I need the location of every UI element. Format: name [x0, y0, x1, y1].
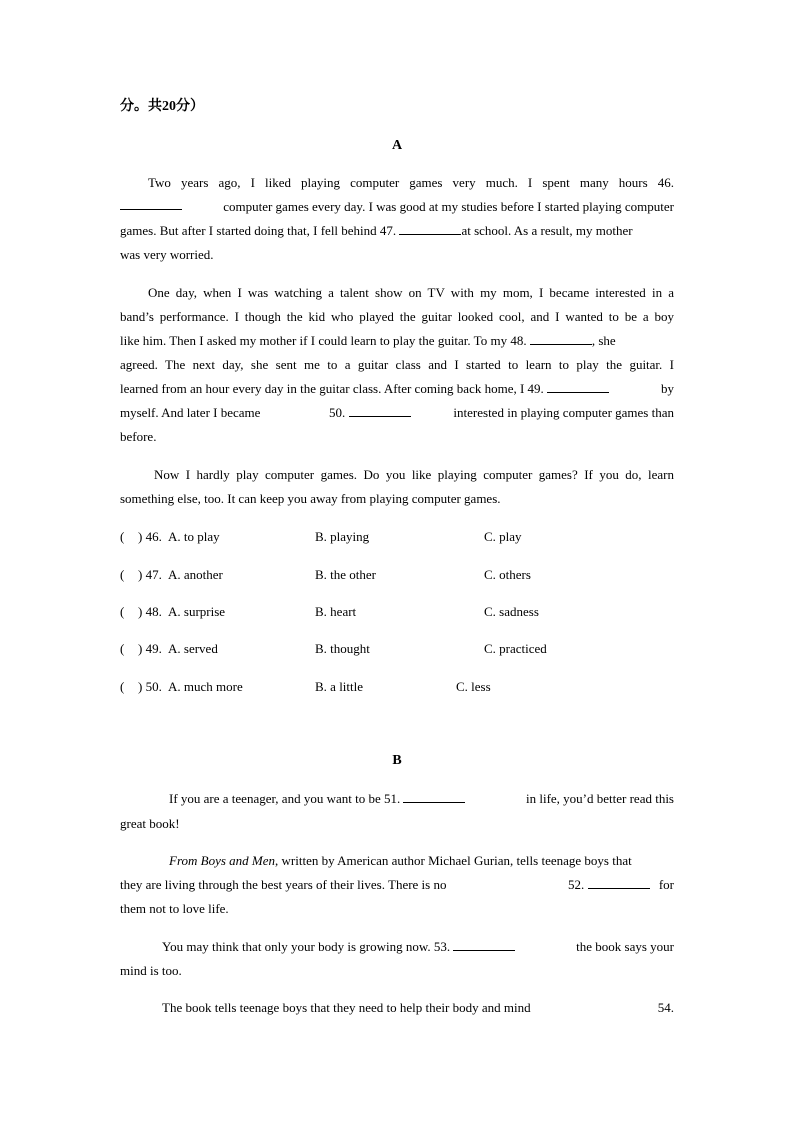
text-line: something else, too. It can keep you away from playing computer games.	[120, 491, 501, 506]
text-span: games. But after I started doing that, I fell behind 47. at school. As a result, my mother	[120, 223, 633, 238]
question-row	[120, 566, 680, 584]
text-line	[120, 222, 674, 240]
text-span: The book tells teenage boys that they need to help their body and mind	[162, 1000, 531, 1015]
section-header: 分。共20分）	[120, 99, 204, 114]
text-span: myself. And later I became	[120, 405, 261, 420]
answer-blank-47[interactable]	[399, 223, 461, 235]
text-line: was very worried.	[120, 247, 214, 262]
answer-blank-53[interactable]	[453, 939, 515, 951]
text-span: If you are a teenager, and you want to be 51.	[120, 790, 465, 808]
text-line	[120, 332, 674, 350]
text-line	[120, 790, 674, 808]
text-span: in life, you’d better read this	[525, 791, 674, 806]
option-c: C. sadness	[484, 604, 539, 619]
answer-bracket[interactable]: (	[120, 529, 125, 544]
text-span: by	[661, 381, 674, 396]
text-span: for	[658, 877, 674, 892]
answer-blank-50[interactable]	[349, 405, 411, 417]
option-c: C. others	[484, 567, 531, 582]
answer-blank-52[interactable]	[588, 877, 650, 889]
text-span: 52.	[568, 876, 650, 894]
option-b: B. the other	[315, 567, 377, 582]
question-row	[120, 528, 680, 546]
text-span: From Boys and Men, written by American author Michael Gurian, tells teenage boys that	[169, 853, 632, 868]
question-row	[120, 640, 680, 658]
text-line	[120, 852, 674, 870]
question-number: ) 46.	[138, 529, 162, 544]
text-line: band’s performance. I though the kid who played the guitar looked cool, and I wanted to be a boy	[120, 309, 674, 324]
text-line	[120, 380, 674, 398]
option-b: B. a little	[315, 679, 364, 694]
option-b: B. thought	[315, 641, 370, 656]
text-line	[120, 938, 674, 956]
text-line: Two years ago, I liked playing computer games very much. I spent many hours 46.	[148, 175, 674, 190]
question-number: ) 49.	[138, 641, 162, 656]
book-title: From Boys and Men	[169, 853, 276, 868]
text-line: before.	[120, 429, 157, 444]
option-a: A. surprise	[168, 604, 226, 619]
question-number: ) 47.	[138, 567, 162, 582]
text-line	[120, 198, 674, 216]
text-span: the book says your	[576, 939, 674, 954]
option-a: A. much more	[168, 679, 243, 694]
text-line: Now I hardly play computer games. Do you like playing computer games? If you do, learn	[154, 467, 674, 482]
option-a: A. to play	[168, 529, 220, 544]
text-span: computer games every day. I was good at my studies before I started playing computer	[223, 199, 674, 214]
answer-blank-46[interactable]	[120, 198, 182, 210]
question-number: ) 50.	[138, 679, 162, 694]
text-span: 50.	[329, 404, 411, 422]
answer-bracket[interactable]: (	[120, 604, 125, 619]
question-row	[120, 603, 680, 621]
text-line: agreed. The next day, she sent me to a guitar class and I started to learn to play the guitar. I	[120, 357, 674, 372]
option-b: B. heart	[315, 604, 357, 619]
option-c: C. play	[484, 529, 522, 544]
option-b: B. playing	[315, 529, 370, 544]
option-a: A. served	[168, 641, 218, 656]
option-c: C. less	[456, 679, 491, 694]
option-a: A. another	[168, 567, 223, 582]
answer-blank-48[interactable]	[530, 333, 592, 345]
text-span: You may think that only your body is growing now. 53.	[120, 938, 515, 956]
answer-blank-51[interactable]	[403, 791, 465, 803]
question-number: ) 48.	[138, 604, 162, 619]
answer-bracket[interactable]: (	[120, 679, 125, 694]
text-span: 54.	[657, 1000, 674, 1015]
text-line: them not to love life.	[120, 901, 229, 916]
question-row	[120, 678, 680, 696]
text-span: learned from an hour every day in the guitar class. After coming back home, I 49.	[120, 380, 609, 398]
option-c: C. practiced	[484, 641, 547, 656]
text-span: interested in playing computer games than	[453, 405, 674, 420]
answer-blank-49[interactable]	[547, 381, 609, 393]
text-line: great book!	[120, 816, 180, 831]
text-span: they are living through the best years of their lives. There is no	[120, 877, 447, 892]
text-line: One day, when I was watching a talent show on TV with my mom, I became interested in a	[148, 285, 674, 300]
answer-bracket[interactable]: (	[120, 641, 125, 656]
passage-b-label: B	[392, 753, 402, 768]
passage-a-label: A	[391, 138, 403, 153]
text-line: mind is too.	[120, 963, 182, 978]
text-span: like him. Then I asked my mother if I could learn to play the guitar. To my 48. , she	[120, 333, 616, 348]
answer-bracket[interactable]: (	[120, 567, 125, 582]
